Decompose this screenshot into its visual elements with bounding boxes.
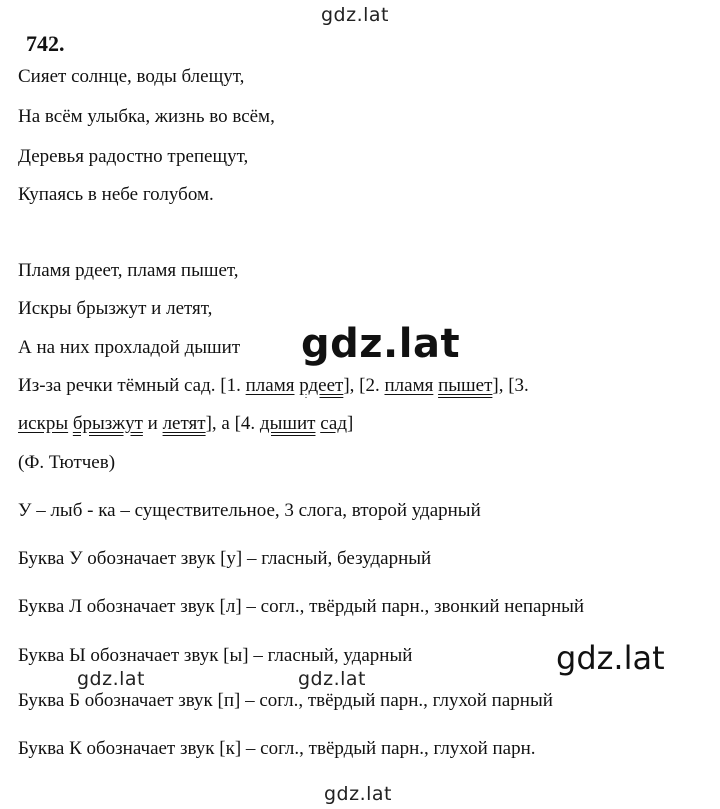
letter-line: Буква Ы обозначает звук [ы] – гласный, ударный <box>18 645 413 666</box>
letter-line: Буква Л обозначает звук [л] – согл., твёрдый парн., звонкий непарный <box>18 596 585 617</box>
poem-author: (Ф. Тютчев) <box>18 452 116 473</box>
analysis-line-2 <box>18 413 353 435</box>
watermark-middle: gdz.lat <box>301 321 461 367</box>
subject-underline: сад <box>320 413 347 434</box>
predicate-underline: дышит <box>259 413 316 434</box>
letter-line: Буква Б обозначает звук [п] – согл., твёрдый парн., глухой парный <box>18 690 553 711</box>
analysis-text: ], [3. <box>492 375 529 396</box>
subject-underline: пламя <box>384 375 434 396</box>
subject-underline: пламя <box>245 375 295 396</box>
predicate-underline: брызжут <box>72 413 143 434</box>
letter-line: Буква У обозначает звук [у] – гласный, безударный <box>18 548 432 569</box>
watermark-lower-left: gdz.lat <box>77 668 146 690</box>
exercise-number: 742. <box>26 31 65 56</box>
poem-line: Пламя рдеет, пламя пышет, <box>18 260 239 281</box>
poem-line: Деревья радостно трепещут, <box>18 146 249 167</box>
watermark-right: gdz.lat <box>556 639 665 677</box>
predicate-underline: рдеет <box>299 375 344 396</box>
analysis-text: ], [2. <box>343 375 385 396</box>
analysis-text: ], а [4. <box>205 413 260 434</box>
watermark-top: gdz.lat <box>321 4 390 26</box>
watermark-lower-center: gdz.lat <box>298 668 367 690</box>
watermark-bottom: gdz.lat <box>324 783 393 805</box>
letter-line: Буква К обозначает звук [к] – согл., твёрдый парн., глухой парн. <box>18 738 536 759</box>
analysis-text: ] <box>346 413 354 434</box>
poem-line: А на них прохладой дышит <box>18 337 241 358</box>
analysis-text: Из-за речки тёмный сад. [1. <box>18 375 246 396</box>
predicate-underline: летят <box>162 413 206 434</box>
predicate-underline: пышет <box>438 375 493 396</box>
analysis-line-1 <box>18 375 529 397</box>
poem-line: Сияет солнце, воды блещут, <box>18 66 245 87</box>
word-analysis: У – лыб - ка – существительное, 3 слога, второй ударный <box>18 500 481 521</box>
subject-underline: искры <box>18 413 69 434</box>
analysis-text: и <box>142 413 163 434</box>
poem-line: Купаясь в небе голубом. <box>18 184 214 205</box>
poem-line: На всём улыбка, жизнь во всём, <box>18 106 275 127</box>
poem-line: Искры брызжут и летят, <box>18 298 213 319</box>
